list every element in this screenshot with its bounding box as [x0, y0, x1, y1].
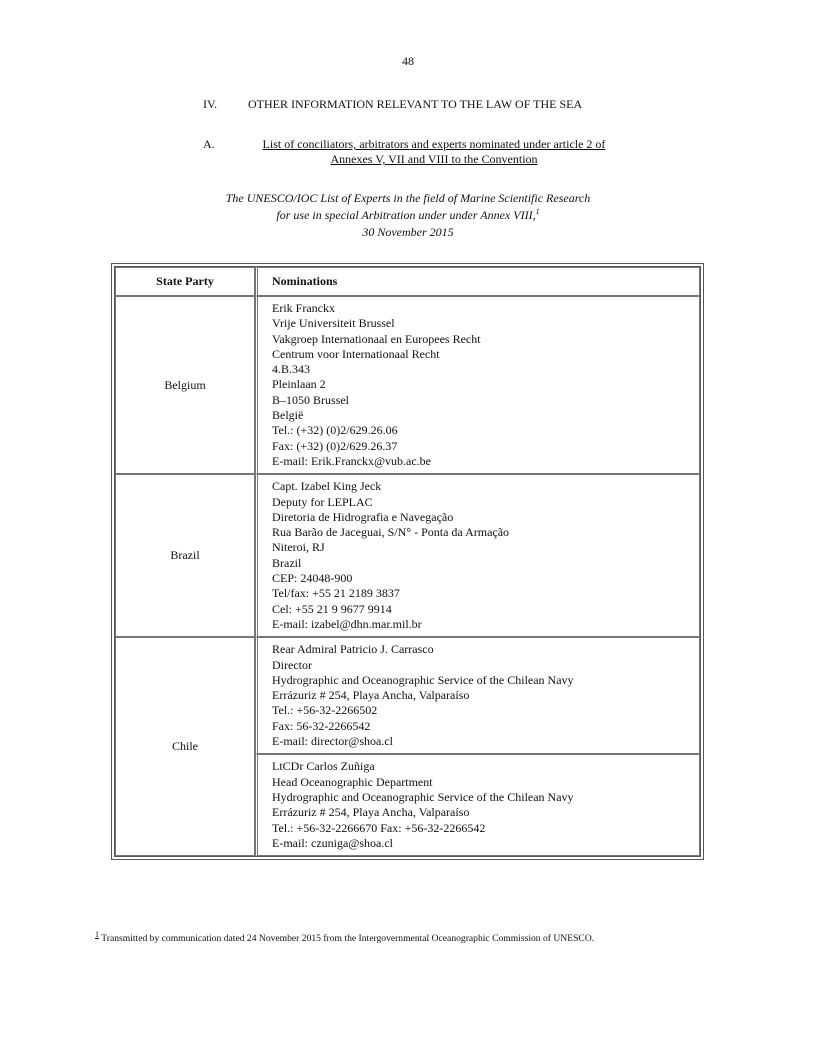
nominee-detail-line: Diretoria de Hidrografia e Navegação — [272, 509, 454, 524]
footnote-reference[interactable]: 1 — [535, 207, 540, 216]
subsection-title — [248, 137, 620, 167]
nominee-email[interactable]: E-mail: czuniga@shoa.cl — [272, 835, 394, 850]
header-nominations: Nominations — [255, 267, 700, 296]
state-party-cell: Belgium — [115, 296, 255, 474]
nomination-cell — [255, 296, 700, 474]
page-number: 48 — [402, 54, 414, 68]
nominee-detail-line: Hydrographic and Oceanographic Service of the Chilean Navy — [272, 789, 574, 804]
nomination-cell — [255, 474, 700, 637]
intro-line-2: for use in special Arbitration under under Annex VIII, — [276, 208, 536, 222]
nominee-detail-line: Tel.: (+32) (0)2/629.26.06 — [272, 423, 398, 438]
nominee-detail-line: Fax: (+32) (0)2/629.26.37 — [272, 438, 398, 453]
nominee-detail-line: Tel/fax: +55 21 2189 3837 — [272, 586, 400, 601]
footnote — [95, 930, 594, 944]
state-party-cell: Brazil — [115, 474, 255, 637]
nomination-cell — [255, 754, 700, 856]
nominee-detail-line: Erik Franckx — [272, 301, 335, 315]
intro-date: 30 November 2015 — [362, 225, 454, 239]
nominee-detail-line: Vakgroep Internationaal en Europees Recht — [272, 331, 481, 346]
nominee-detail-line: B–1050 Brussel — [272, 392, 350, 407]
nominee-email[interactable]: E-mail: izabel@dhn.mar.mil.br — [272, 616, 422, 631]
list-intro — [160, 190, 656, 241]
nominee-detail-line: CEP: 24048-900 — [272, 571, 353, 586]
nomination-cell — [255, 637, 700, 754]
subsection-title-line-2: Annexes V, VII and VIII to the Convention — [330, 152, 538, 166]
nominee-detail-line: Hydrographic and Oceanographic Service of the Chilean Navy — [272, 672, 574, 687]
table-body — [115, 296, 700, 856]
nominee-detail-line: Deputy for LEPLAC — [272, 494, 373, 509]
nominations-table — [114, 266, 701, 857]
nominee-email[interactable]: E-mail: director@shoa.cl — [272, 734, 394, 749]
nominee-detail-line: Brazil — [272, 555, 302, 570]
nominee-detail-line: Errázuriz # 254, Playa Ancha, Valparaíso — [272, 688, 470, 703]
nominee-detail-line: Tel.: +56-32-2266502 — [272, 703, 378, 718]
table-row — [115, 296, 700, 474]
nominee-email[interactable]: E-mail: Erik.Franckx@vub.ac.be — [272, 453, 431, 468]
table-row — [115, 474, 700, 637]
nominee-detail-line: België — [272, 408, 304, 423]
nominee-detail-line: Head Oceanographic Department — [272, 774, 433, 789]
footnote-text: Transmitted by communication dated 24 November 2015 from the Intergovernmental Oceanographic Commission of UNESCO. — [101, 933, 595, 945]
nominee-detail-line: Tel.: +56-32-2266670 Fax: +56-32-2266542 — [272, 820, 486, 835]
nominee-detail-line: 4.B.343 — [272, 362, 311, 377]
nominee-detail-line: Fax: 56-32-2266542 — [272, 718, 371, 733]
state-party-cell: Chile — [115, 637, 255, 856]
nominee-detail-line: Niteroi, RJ — [272, 540, 325, 555]
footnote-marker: 1 — [95, 930, 99, 939]
nominee-detail-line: Cel: +55 21 9 9677 9914 — [272, 601, 392, 616]
nominee-detail-line: Centrum voor Internationaal Recht — [272, 346, 440, 361]
nominee-detail-line: Director — [272, 657, 312, 672]
nominee-detail-line: Errázuriz # 254, Playa Ancha, Valparaíso — [272, 805, 470, 820]
intro-line-1: The UNESCO/IOC List of Experts in the field of Marine Scientific Research — [225, 191, 591, 205]
section-number: IV. — [203, 97, 218, 111]
nominee-detail-line: Rear Admiral Patricio J. Carrasco — [272, 642, 434, 657]
subsection-title-line-1: List of conciliators, arbitrators and experts nominated under article 2 of — [262, 137, 606, 151]
header-state-party: State Party — [115, 267, 255, 296]
nominee-detail-line: Rua Barão de Jaceguai, S/N° - Ponta da Armação — [272, 525, 510, 540]
table-row — [115, 637, 700, 754]
nominee-detail-line: LtCDr Carlos Zuñiga — [272, 759, 375, 774]
nominee-detail-line: Vrije Universiteit Brussel — [272, 316, 395, 331]
section-title: OTHER INFORMATION RELEVANT TO THE LAW OF THE SEA — [248, 97, 583, 111]
nominee-detail-line: Capt. Izabel King Jeck — [272, 479, 382, 494]
table-header-row — [115, 267, 700, 296]
nominee-detail-line: Pleinlaan 2 — [272, 377, 326, 392]
subsection-letter: A. — [203, 137, 215, 151]
